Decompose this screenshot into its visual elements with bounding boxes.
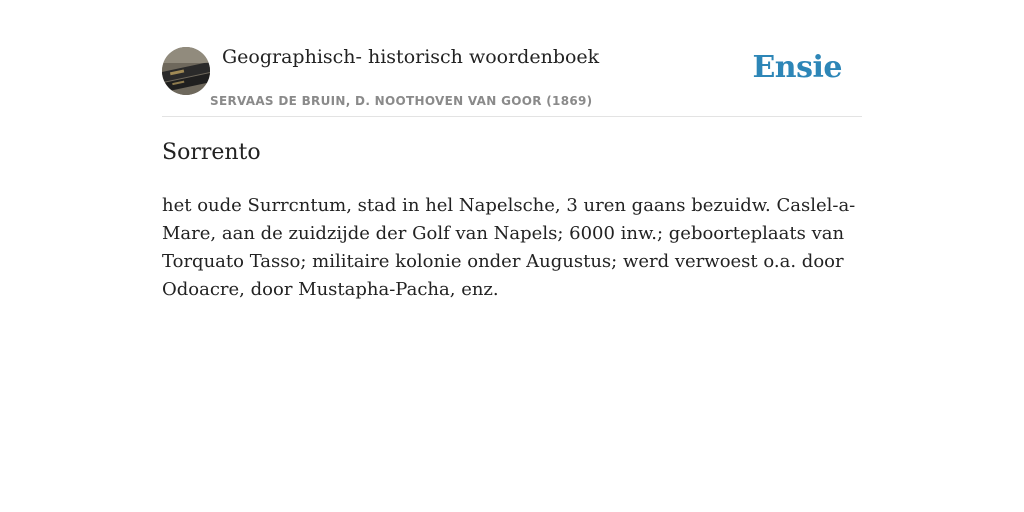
ensie-logo-link[interactable]: Ensie [752, 50, 842, 85]
book-cover-icon[interactable] [162, 47, 210, 95]
entry-body: het oude Surrcntum, stad in hel Napelsche, 3 uren gaans bezuidw. Caslel-a-Mare, aan de zuidzijde der Golf van Napels; 6000 inw.; geboorteplaats van Torquato Tasso; militaire kolonie onder Augustus; werd verwoest o.a. door Odoacre, door Mustapha-Pacha, enz. [162, 195, 856, 300]
entry-title: Sorrento [162, 140, 261, 165]
book-author: SERVAAS DE BRUIN, D. NOOTHOVEN VAN GOOR (1869) [210, 94, 593, 108]
header [162, 0, 862, 117]
page-container [162, 0, 862, 300]
book-title[interactable]: Geographisch- historisch woordenboek [222, 46, 600, 68]
